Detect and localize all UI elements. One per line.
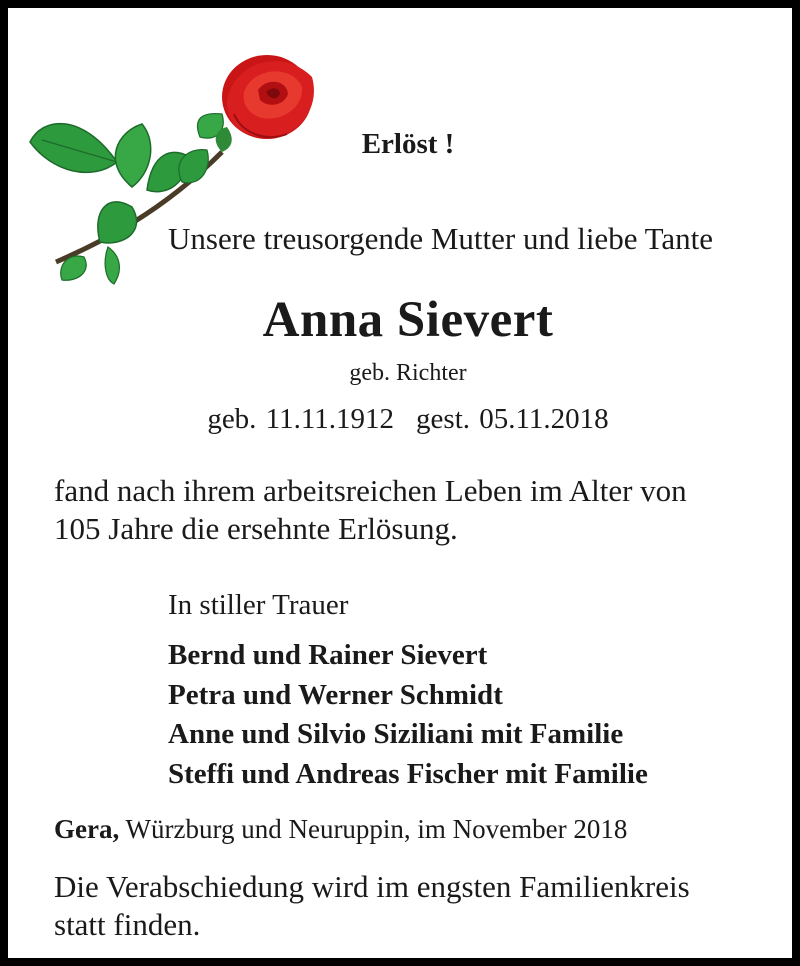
mourner-line: Anne und Silvio Siziliani mit Familie [168, 718, 624, 750]
mourner-line: Bernd und Rainer Sievert [168, 639, 488, 671]
maiden-name: geb. Richter [349, 360, 467, 386]
place-date-line [54, 814, 627, 845]
death-date: gest. 05.11.2018 [416, 403, 609, 435]
body-line: 105 Jahre die ersehnte Erlösung. [54, 511, 458, 546]
body-text [54, 472, 774, 548]
mourner-line: Steffi und Andreas Fischer mit Familie [168, 757, 648, 790]
mourner-line: Petra und Werner Schmidt [168, 678, 503, 711]
mourners-list [168, 636, 648, 794]
farewell-line: statt finden. [54, 907, 201, 942]
life-dates [8, 403, 800, 436]
birth-date: geb. 11.11.1912 [207, 403, 395, 435]
farewell-text [54, 868, 774, 944]
intro-line: Unsere treusorgende Mutter und liebe Tante [168, 221, 714, 256]
deceased-name: Anna Sievert [262, 292, 554, 348]
place-city: Gera, [54, 814, 120, 844]
place-rest: Würzburg und Neuruppin, im November 2018 [119, 814, 628, 844]
body-line: fand nach ihrem arbeitsreichen Leben im Alter von [54, 473, 687, 508]
farewell-line: Die Verabschiedung wird im engsten Familienkreis [54, 869, 690, 904]
mourning-label: In stiller Trauer [168, 589, 349, 621]
heading: Erlöst ! [361, 128, 455, 160]
